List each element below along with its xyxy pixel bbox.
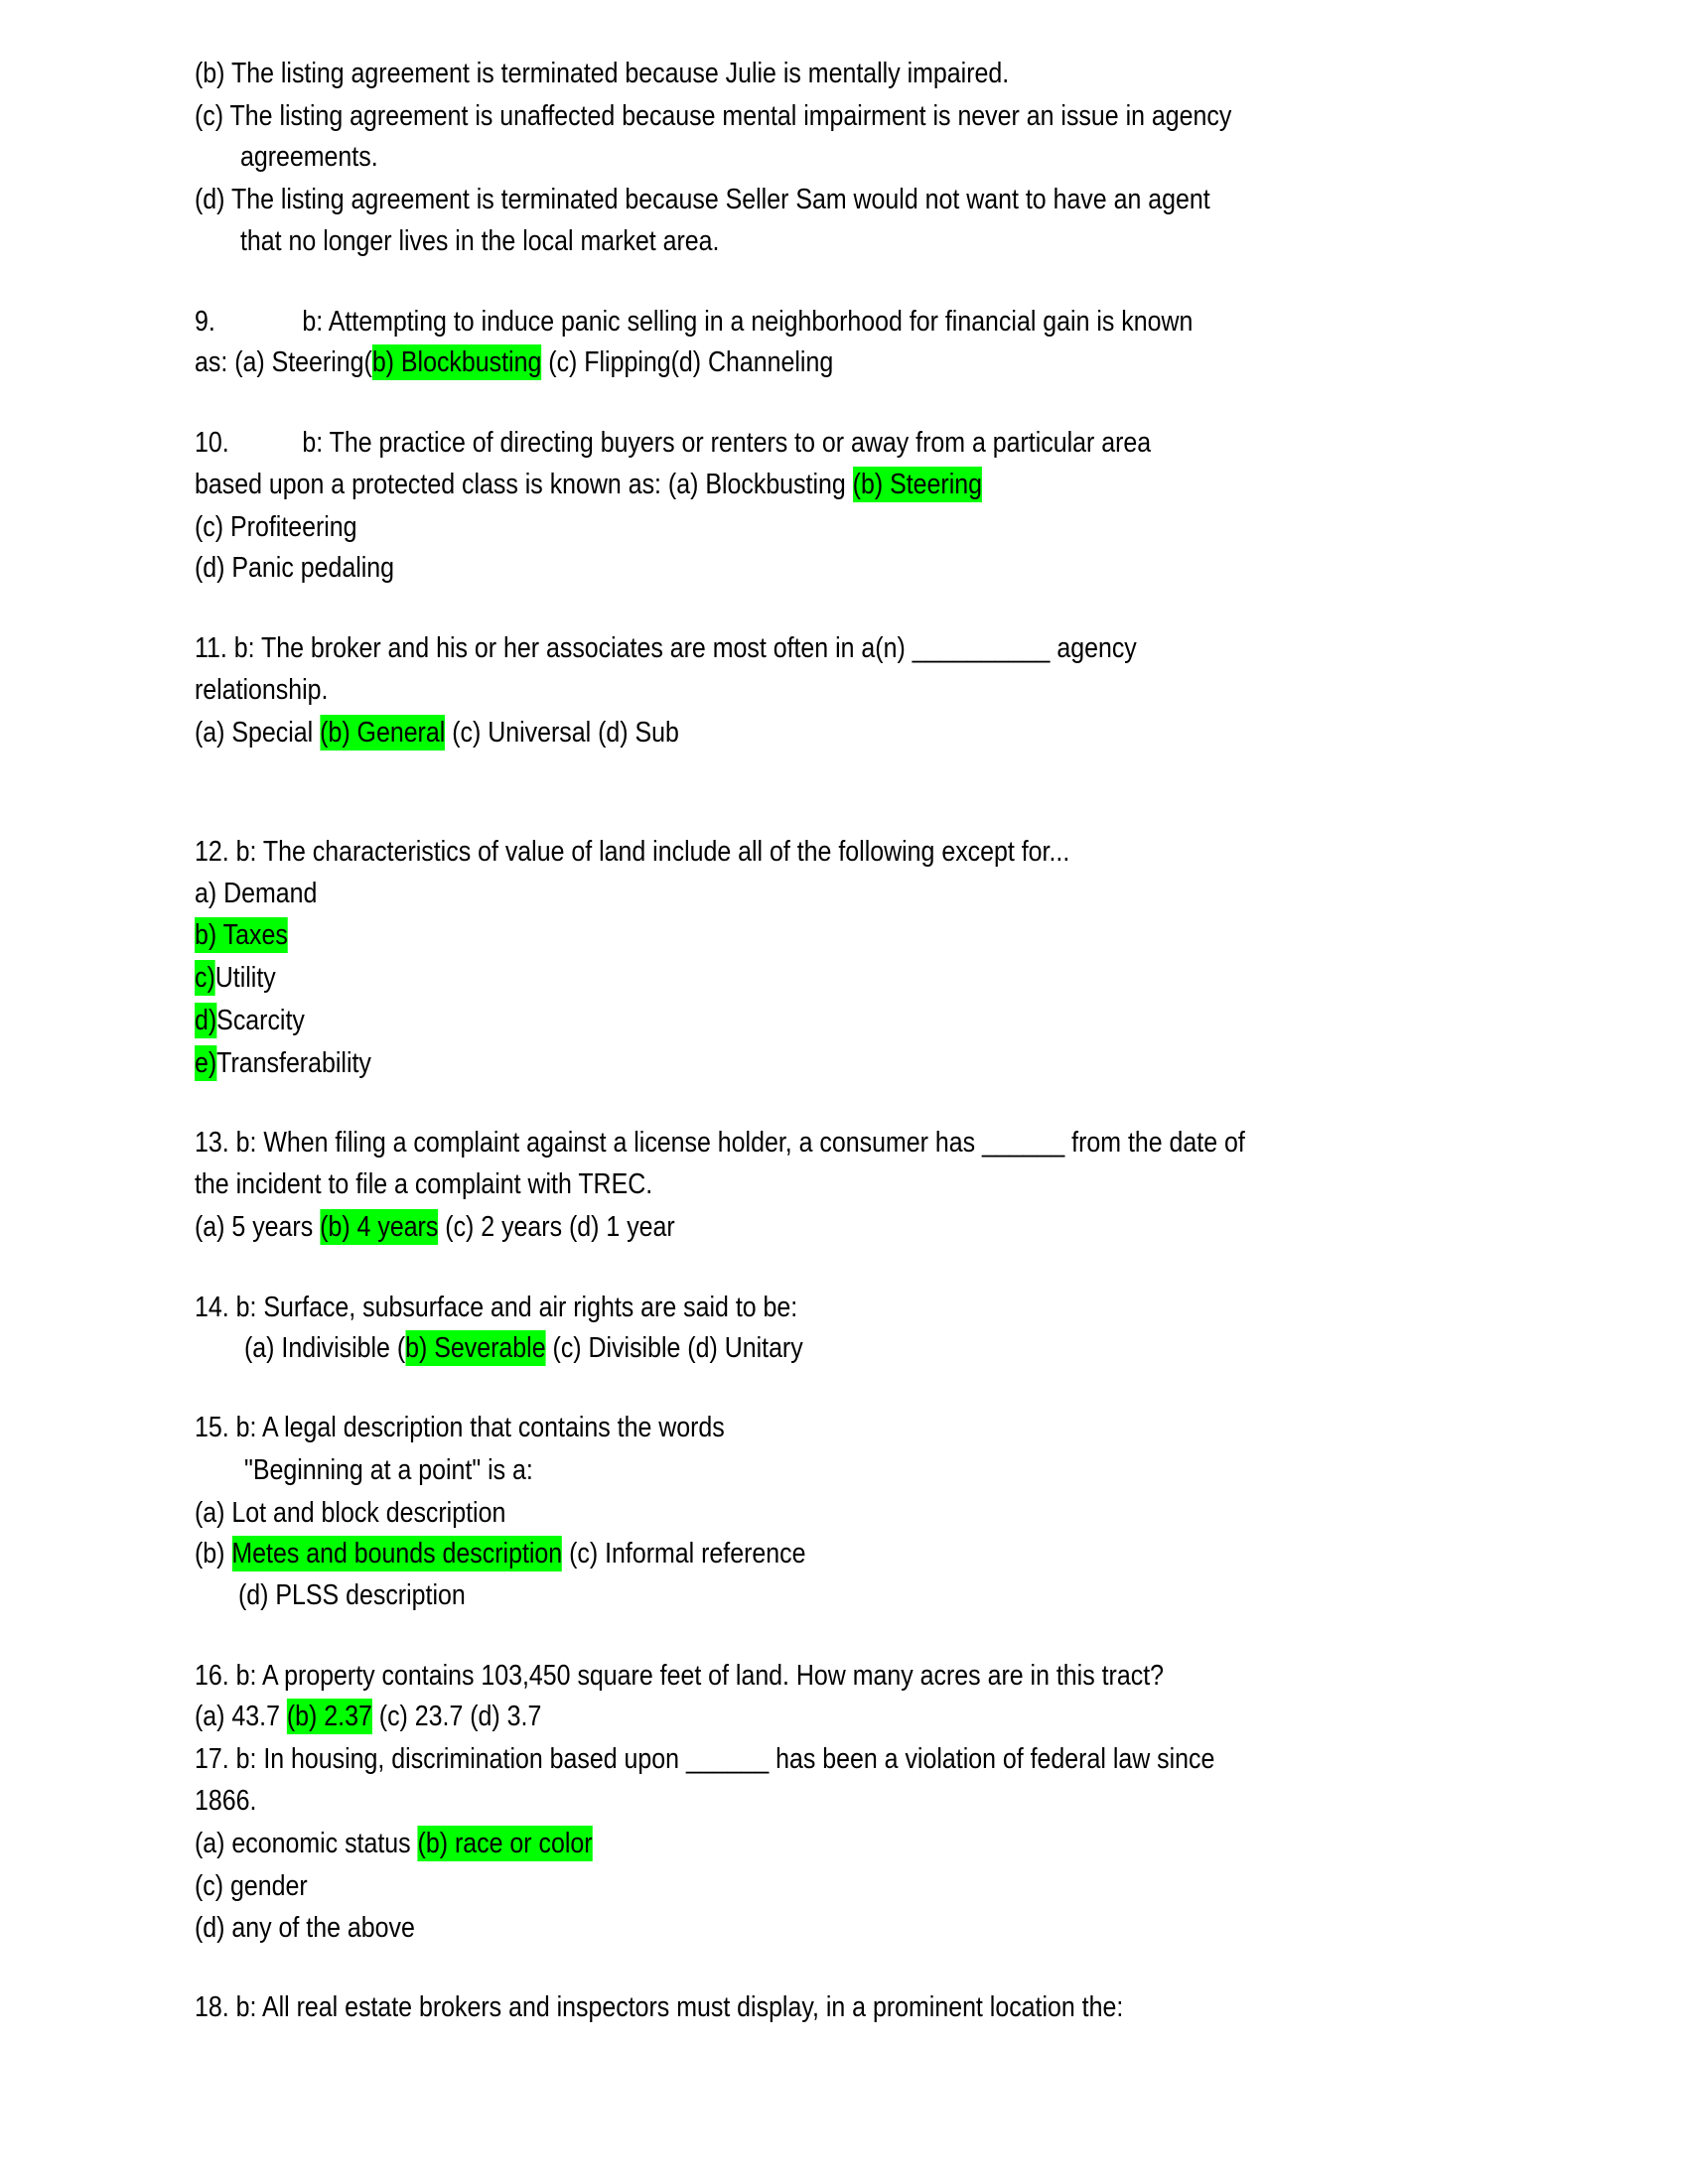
highlighted-answer: e) bbox=[195, 1047, 217, 1079]
text-line bbox=[244, 1449, 533, 1491]
text-segment: 12. b: The characteristics of value of land include all of the following except for... bbox=[195, 836, 1070, 868]
highlighted-answer: b) Taxes bbox=[195, 919, 288, 951]
text-segment: (a) Special bbox=[195, 717, 321, 749]
highlighted-answer: b) Severable bbox=[405, 1332, 546, 1364]
text-line bbox=[195, 1122, 1245, 1163]
text-line bbox=[240, 136, 378, 178]
text-line bbox=[195, 627, 1137, 669]
text-segment: (c) Universal (d) Sub bbox=[445, 717, 679, 749]
text-line bbox=[195, 1696, 541, 1737]
text-line bbox=[195, 831, 1069, 873]
text-segment: (c) 2 years (d) 1 year bbox=[438, 1211, 675, 1243]
text-segment: b: Attempting to induce panic selling in a neighborhood for financial gain is known bbox=[302, 306, 1194, 338]
text-segment: that no longer lives in the local market area. bbox=[240, 225, 720, 257]
text-line bbox=[195, 341, 833, 383]
text-line bbox=[195, 1738, 1214, 1780]
highlighted-answer: d) bbox=[195, 1005, 217, 1036]
text-segment: 18. b: All real estate brokers and inspectors must display, in a prominent location the: bbox=[195, 1991, 1124, 2023]
text-segment: the incident to file a complaint with TREC. bbox=[195, 1168, 653, 1200]
text-segment: (a) Lot and block description bbox=[195, 1497, 506, 1529]
text-line bbox=[195, 1655, 1164, 1697]
highlighted-answer: (b) Steering bbox=[852, 469, 982, 500]
text-line bbox=[195, 506, 357, 548]
text-segment: 9. bbox=[195, 306, 215, 338]
highlighted-answer: c) bbox=[195, 962, 215, 994]
text-segment: Scarcity bbox=[216, 1005, 305, 1036]
highlighted-answer: b) Blockbusting bbox=[371, 346, 542, 378]
highlighted-answer: (b) General bbox=[320, 717, 446, 749]
text-line bbox=[195, 422, 1151, 464]
text-line bbox=[195, 53, 1009, 94]
text-segment: a) Demand bbox=[195, 878, 318, 909]
text-line bbox=[195, 1000, 305, 1041]
text-segment: 14. b: Surface, subsurface and air rights are said to be: bbox=[195, 1292, 798, 1323]
text-segment: 11. b: The broker and his or her associates are most often in a(n) __________ agency bbox=[195, 632, 1137, 664]
text-line bbox=[195, 95, 1231, 137]
text-line bbox=[195, 873, 317, 914]
text-segment: (d) Panic pedaling bbox=[195, 552, 395, 584]
text-line bbox=[195, 914, 288, 956]
text-line bbox=[195, 547, 394, 589]
text-segment: (d) any of the above bbox=[195, 1912, 415, 1944]
text-line bbox=[195, 957, 276, 999]
text-segment: (a) Indivisible ( bbox=[244, 1332, 406, 1364]
text-segment: 17. b: In housing, discrimination based upon ______ has been a violation of federal law since bbox=[195, 1743, 1215, 1775]
text-segment: 16. b: A property contains 103,450 square feet of land. How many acres are in this tract? bbox=[195, 1660, 1165, 1692]
text-line bbox=[195, 179, 1210, 220]
text-segment: (c) Flipping(d) Channeling bbox=[541, 346, 834, 378]
text-segment: 15. b: A legal description that contains the words bbox=[195, 1412, 725, 1443]
text-segment: "Beginning at a point" is a: bbox=[244, 1454, 533, 1486]
text-segment: based upon a protected class is known as: (a) Blockbusting bbox=[195, 469, 853, 500]
text-segment: (c) Informal reference bbox=[562, 1538, 806, 1570]
text-line bbox=[195, 1206, 675, 1248]
text-line bbox=[238, 1574, 466, 1616]
text-segment: Utility bbox=[214, 962, 276, 994]
text-line bbox=[195, 1865, 308, 1907]
text-segment: (b) bbox=[195, 1538, 232, 1570]
text-segment: as: (a) Steering( bbox=[195, 346, 372, 378]
text-segment: (a) 43.7 bbox=[195, 1701, 287, 1732]
text-segment: (c) gender bbox=[195, 1870, 308, 1902]
text-segment: (a) economic status bbox=[195, 1828, 418, 1859]
highlighted-answer: Metes and bounds description bbox=[231, 1538, 563, 1570]
text-line bbox=[195, 301, 1193, 342]
text-line bbox=[195, 1492, 505, 1534]
text-segment: (d) PLSS description bbox=[238, 1579, 466, 1611]
text-segment: (c) 23.7 (d) 3.7 bbox=[371, 1701, 542, 1732]
text-segment: 10. bbox=[195, 427, 229, 459]
text-segment: (a) 5 years bbox=[195, 1211, 321, 1243]
highlighted-answer: (b) race or color bbox=[417, 1828, 593, 1859]
text-segment: (c) Divisible (d) Unitary bbox=[545, 1332, 803, 1364]
text-line bbox=[195, 1042, 371, 1084]
text-segment: 13. b: When filing a complaint against a license holder, a consumer has ______ from the date of bbox=[195, 1127, 1245, 1159]
text-line bbox=[195, 464, 982, 505]
text-line bbox=[195, 1907, 415, 1949]
text-segment: agreements. bbox=[240, 141, 378, 173]
text-line bbox=[195, 1533, 805, 1574]
highlighted-answer: (b) 4 years bbox=[320, 1211, 439, 1243]
text-segment: 1866. bbox=[195, 1785, 257, 1817]
text-segment: Transferability bbox=[216, 1047, 371, 1079]
text-line bbox=[244, 1327, 803, 1369]
text-segment: (d) The listing agreement is terminated because Seller Sam would not want to have an agent bbox=[195, 184, 1210, 215]
text-line bbox=[195, 1986, 1123, 2028]
text-segment: relationship. bbox=[195, 674, 329, 706]
text-segment: b: The practice of directing buyers or renters to or away from a particular area bbox=[302, 427, 1152, 459]
text-line bbox=[195, 1287, 797, 1328]
highlighted-answer: (b) 2.37 bbox=[286, 1701, 372, 1732]
text-line bbox=[195, 669, 328, 711]
text-line bbox=[195, 1823, 593, 1864]
text-segment: (c) The listing agreement is unaffected because mental impairment is never an issue in agency bbox=[195, 100, 1232, 132]
text-line bbox=[195, 1780, 256, 1822]
text-line bbox=[195, 712, 679, 753]
text-segment: (b) The listing agreement is terminated because Julie is mentally impaired. bbox=[195, 58, 1010, 89]
text-line bbox=[240, 220, 719, 262]
text-segment: (c) Profiteering bbox=[195, 511, 357, 543]
text-line bbox=[195, 1407, 725, 1448]
text-line bbox=[195, 1163, 652, 1205]
